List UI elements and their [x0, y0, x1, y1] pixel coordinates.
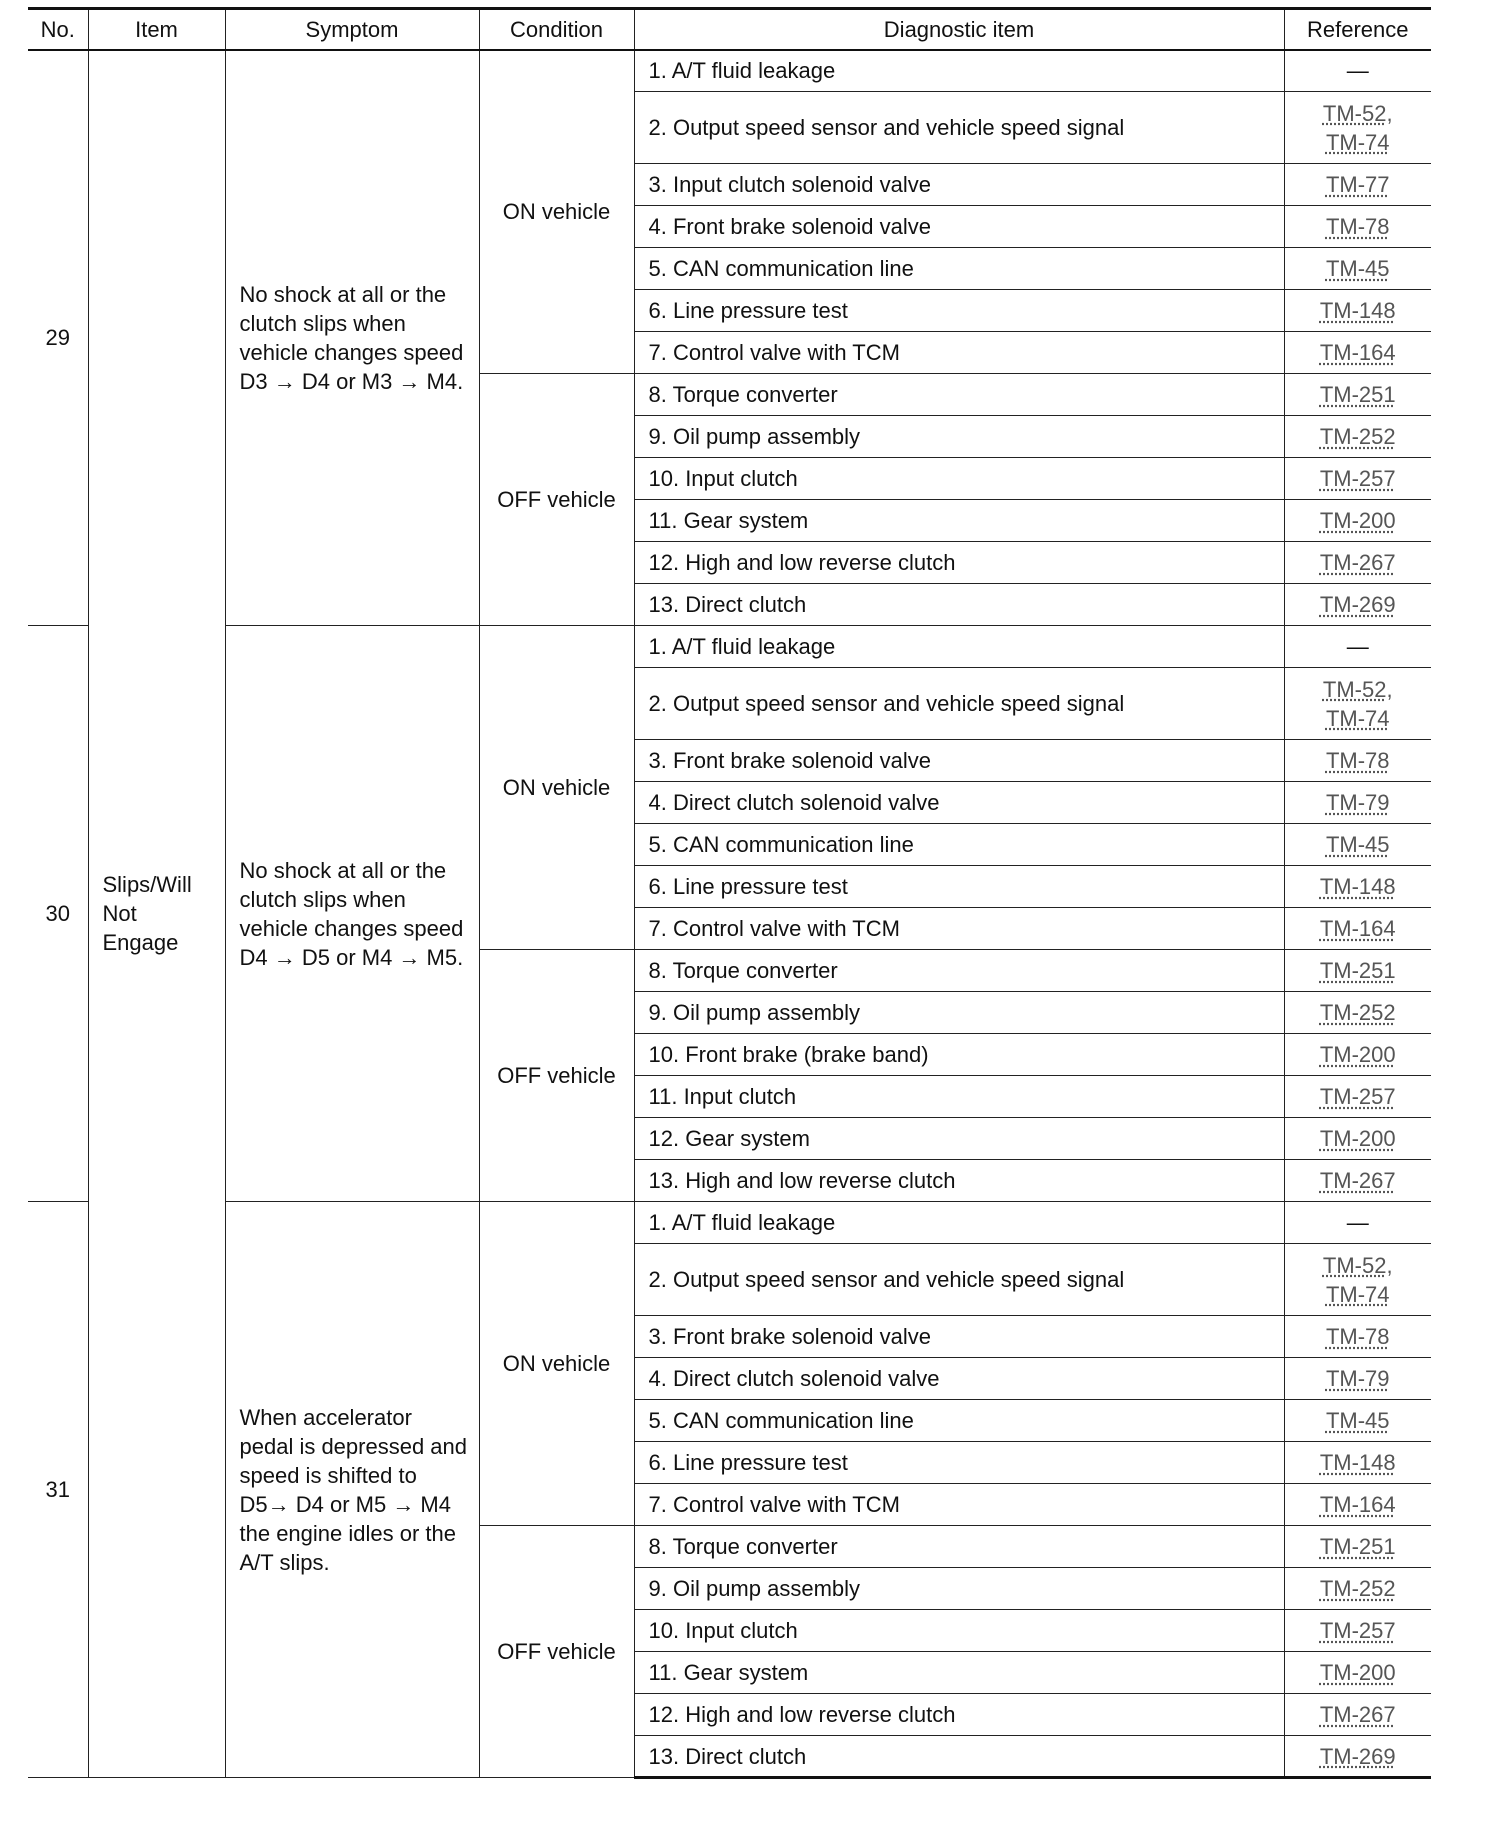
reference-link[interactable]: TM-78 [1325, 214, 1390, 239]
header-condition: Condition [479, 9, 634, 50]
diagnostic-item: 10. Input clutch [634, 458, 1284, 500]
header-item: Item [88, 9, 225, 50]
reference-cell [1284, 908, 1431, 950]
diagnostic-item: 2. Output speed sensor and vehicle speed signal [634, 668, 1284, 740]
header-row [28, 9, 1431, 50]
reference-link[interactable]: TM-164 [1319, 340, 1396, 365]
diagnostic-item: 6. Line pressure test [634, 290, 1284, 332]
reference-cell [1284, 1652, 1431, 1694]
diagnostic-item: 5. CAN communication line [634, 1400, 1284, 1442]
reference-cell [1284, 584, 1431, 626]
reference-link[interactable]: TM-251 [1319, 382, 1396, 407]
diagnostic-item: 5. CAN communication line [634, 248, 1284, 290]
reference-cell [1284, 1568, 1431, 1610]
reference-link[interactable]: TM-148 [1319, 1450, 1396, 1475]
reference-link[interactable]: TM-200 [1319, 508, 1396, 533]
reference-link[interactable]: TM-251 [1319, 958, 1396, 983]
header-reference: Reference [1284, 9, 1431, 50]
reference-link[interactable]: TM-74 [1325, 1281, 1390, 1307]
reference-cell [1284, 1526, 1431, 1568]
diagnostic-item: 2. Output speed sensor and vehicle speed signal [634, 92, 1284, 164]
reference-cell [1284, 626, 1431, 668]
diagnostic-item: 1. A/T fluid leakage [634, 1202, 1284, 1244]
reference-cell [1284, 500, 1431, 542]
reference-cell [1284, 782, 1431, 824]
reference-cell [1284, 1442, 1431, 1484]
reference-link[interactable]: TM-257 [1319, 1618, 1396, 1643]
reference-cell [1284, 332, 1431, 374]
reference-link[interactable]: TM-52, [1322, 1252, 1393, 1278]
reference-link[interactable]: TM-52, [1322, 676, 1393, 702]
reference-cell [1284, 458, 1431, 500]
diagnostic-item: 3. Front brake solenoid valve [634, 1316, 1284, 1358]
reference-cell [1284, 1610, 1431, 1652]
reference-link[interactable]: TM-78 [1325, 748, 1390, 773]
diagnostic-table [28, 7, 1431, 1779]
reference-cell [1284, 164, 1431, 206]
reference-cell [1284, 248, 1431, 290]
diagnostic-item: 12. High and low reverse clutch [634, 542, 1284, 584]
condition-on-vehicle: ON vehicle [479, 626, 634, 950]
reference-link[interactable]: TM-200 [1319, 1042, 1396, 1067]
reference-link[interactable]: TM-74 [1325, 705, 1390, 731]
symptom-cell: No shock at all or the clutch slips when vehicle changes speed D4 → D5 or M4 → M5. [225, 626, 479, 1202]
reference-cell [1284, 668, 1431, 740]
diagnostic-item: 6. Line pressure test [634, 866, 1284, 908]
reference-cell [1284, 542, 1431, 584]
reference-cell [1284, 1118, 1431, 1160]
diagnostic-item: 2. Output speed sensor and vehicle speed signal [634, 1244, 1284, 1316]
reference-cell [1284, 1316, 1431, 1358]
table-body [28, 50, 1431, 1778]
diagnostic-item: 4. Direct clutch solenoid valve [634, 1358, 1284, 1400]
symptom-cell: No shock at all or the clutch slips when vehicle changes speed D3 → D4 or M3 → M4. [225, 50, 479, 626]
reference-cell [1284, 1736, 1431, 1778]
diagnostic-item: 13. Direct clutch [634, 1736, 1284, 1778]
condition-off-vehicle: OFF vehicle [479, 950, 634, 1202]
diagnostic-item: 11. Gear system [634, 500, 1284, 542]
reference-link[interactable]: TM-267 [1319, 550, 1396, 575]
reference-link[interactable]: TM-200 [1319, 1126, 1396, 1151]
diagnostic-item: 5. CAN communication line [634, 824, 1284, 866]
row-number: 29 [28, 50, 88, 626]
reference-cell [1284, 1034, 1431, 1076]
reference-link[interactable]: TM-74 [1325, 129, 1390, 155]
diagnostic-item: 6. Line pressure test [634, 1442, 1284, 1484]
reference-link[interactable]: TM-77 [1325, 172, 1390, 197]
reference-cell [1284, 1160, 1431, 1202]
reference-cell [1284, 416, 1431, 458]
reference-cell [1284, 1694, 1431, 1736]
reference-link[interactable]: TM-269 [1319, 592, 1396, 617]
table-row [28, 50, 1431, 92]
diagnostic-item: 11. Gear system [634, 1652, 1284, 1694]
condition-off-vehicle: OFF vehicle [479, 374, 634, 626]
condition-on-vehicle: ON vehicle [479, 50, 634, 374]
diagnostic-item: 9. Oil pump assembly [634, 1568, 1284, 1610]
reference-cell [1284, 992, 1431, 1034]
table-row [28, 1202, 1431, 1244]
row-number: 31 [28, 1202, 88, 1778]
reference-link[interactable]: TM-78 [1325, 1324, 1390, 1349]
diagnostic-item: 7. Control valve with TCM [634, 1484, 1284, 1526]
diagnostic-item: 9. Oil pump assembly [634, 992, 1284, 1034]
diagnostic-item: 3. Input clutch solenoid valve [634, 164, 1284, 206]
reference-cell [1284, 1400, 1431, 1442]
no-reference-dash: — [1346, 634, 1369, 659]
reference-cell [1284, 1076, 1431, 1118]
header-no: No. [28, 9, 88, 50]
header-symptom: Symptom [225, 9, 479, 50]
diagnostic-item: 7. Control valve with TCM [634, 332, 1284, 374]
reference-link[interactable]: TM-257 [1319, 466, 1396, 491]
reference-link[interactable]: TM-79 [1325, 1366, 1390, 1391]
reference-cell [1284, 1202, 1431, 1244]
table-row [28, 626, 1431, 668]
table-header [28, 9, 1431, 50]
reference-link[interactable]: TM-252 [1319, 424, 1396, 449]
diagnostic-item: 3. Front brake solenoid valve [634, 740, 1284, 782]
reference-cell [1284, 290, 1431, 332]
reference-link[interactable]: TM-257 [1319, 1084, 1396, 1109]
reference-link[interactable]: TM-164 [1319, 916, 1396, 941]
reference-link[interactable]: TM-164 [1319, 1492, 1396, 1517]
diagnostic-item: 12. Gear system [634, 1118, 1284, 1160]
reference-cell [1284, 374, 1431, 416]
diagnostic-item: 4. Front brake solenoid valve [634, 206, 1284, 248]
reference-link[interactable]: TM-252 [1319, 1000, 1396, 1025]
diagnostic-item: 11. Input clutch [634, 1076, 1284, 1118]
no-reference-dash: — [1346, 1210, 1369, 1235]
reference-link[interactable]: TM-267 [1319, 1168, 1396, 1193]
condition-off-vehicle: OFF vehicle [479, 1526, 634, 1778]
reference-cell [1284, 1244, 1431, 1316]
diagnostic-item: 13. Direct clutch [634, 584, 1284, 626]
reference-link[interactable]: TM-252 [1319, 1576, 1396, 1601]
diagnostic-item: 12. High and low reverse clutch [634, 1694, 1284, 1736]
diagnostic-item: 4. Direct clutch solenoid valve [634, 782, 1284, 824]
reference-link[interactable]: TM-45 [1325, 1408, 1390, 1433]
reference-cell [1284, 824, 1431, 866]
reference-link[interactable]: TM-148 [1319, 874, 1396, 899]
reference-link[interactable]: TM-45 [1325, 832, 1390, 857]
header-diagnostic-item: Diagnostic item [634, 9, 1284, 50]
reference-link[interactable]: TM-269 [1319, 1743, 1396, 1769]
diagnostic-item: 7. Control valve with TCM [634, 908, 1284, 950]
reference-cell [1284, 92, 1431, 164]
condition-on-vehicle: ON vehicle [479, 1202, 634, 1526]
reference-cell [1284, 1358, 1431, 1400]
reference-link[interactable]: TM-148 [1319, 298, 1396, 323]
reference-link[interactable]: TM-79 [1325, 790, 1390, 815]
reference-link[interactable]: TM-251 [1319, 1534, 1396, 1559]
diagnostic-item: 10. Input clutch [634, 1610, 1284, 1652]
diagnostic-item: 1. A/T fluid leakage [634, 626, 1284, 668]
diagnostic-item: 13. High and low reverse clutch [634, 1160, 1284, 1202]
reference-link[interactable]: TM-200 [1319, 1660, 1396, 1685]
reference-cell [1284, 1484, 1431, 1526]
reference-cell [1284, 866, 1431, 908]
diagnostic-item: 8. Torque converter [634, 1526, 1284, 1568]
reference-cell [1284, 950, 1431, 992]
reference-link[interactable]: TM-267 [1319, 1702, 1396, 1727]
reference-link[interactable]: TM-52, [1322, 100, 1393, 126]
reference-cell [1284, 50, 1431, 92]
no-reference-dash: — [1346, 58, 1369, 84]
diagnostic-item: 8. Torque converter [634, 374, 1284, 416]
reference-cell [1284, 206, 1431, 248]
row-number: 30 [28, 626, 88, 1202]
diagnostic-item: 10. Front brake (brake band) [634, 1034, 1284, 1076]
item-cell: Slips/Will Not Engage [88, 50, 225, 1778]
diagnostic-item: 9. Oil pump assembly [634, 416, 1284, 458]
diagnostic-item: 8. Torque converter [634, 950, 1284, 992]
reference-cell [1284, 740, 1431, 782]
reference-link[interactable]: TM-45 [1325, 256, 1390, 281]
diagnostic-item: 1. A/T fluid leakage [634, 50, 1284, 92]
symptom-cell: When accelerator pedal is depressed and speed is shifted to D5→ D4 or M5 → M4 the engine idles or the A/T slips. [225, 1202, 479, 1778]
